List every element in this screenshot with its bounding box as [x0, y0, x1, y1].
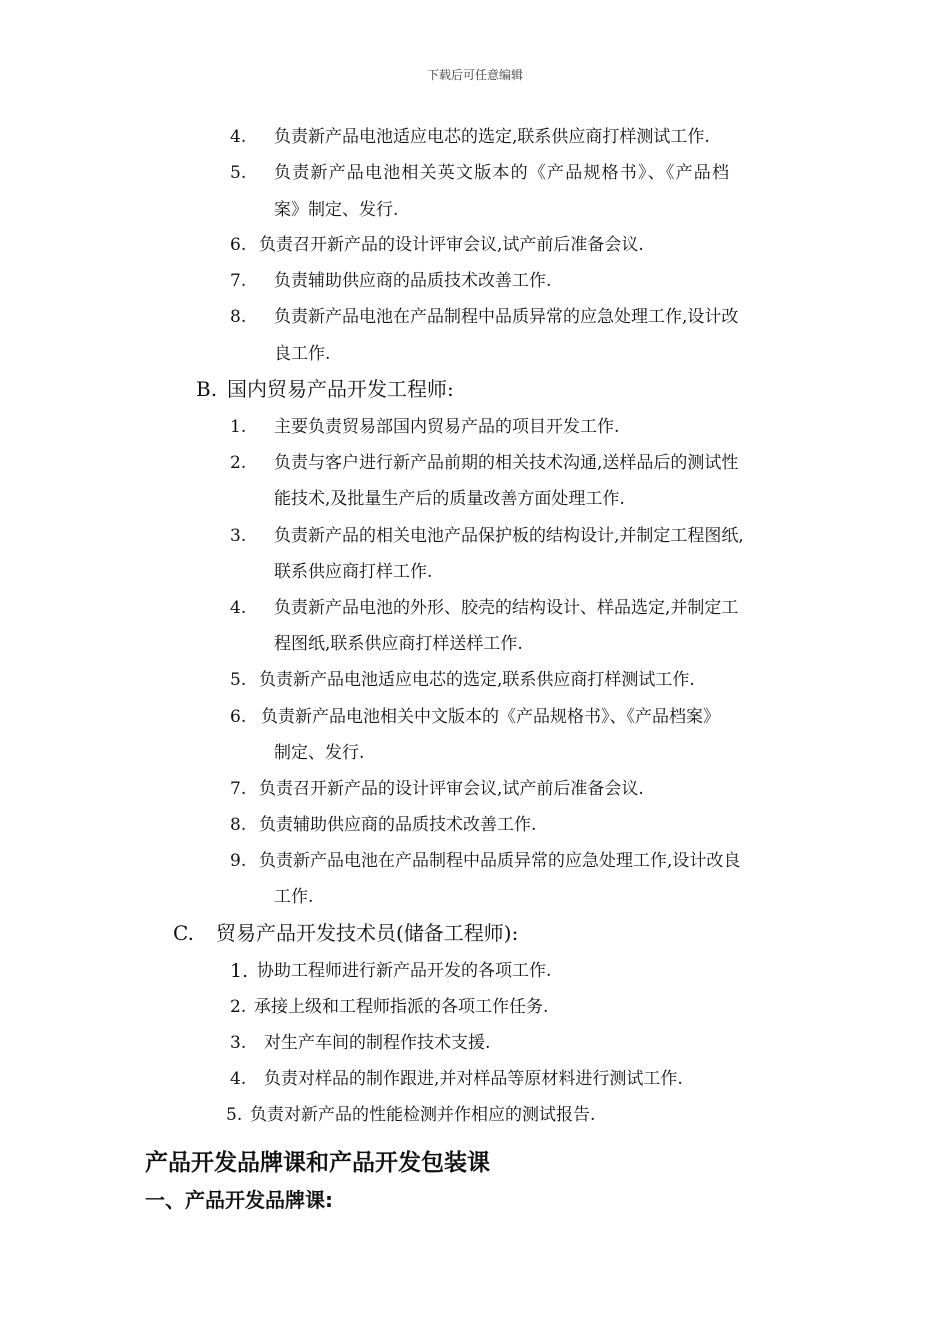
list-item-text: 负责新产品的相关电池产品保护板的结构设计,并制定工程图纸, [274, 526, 744, 546]
section-label: B. [196, 377, 218, 401]
list-number: 4. [230, 598, 247, 618]
list-item-text: 负责辅助供应商的品质技术改善工作. [259, 815, 537, 835]
list-item-text: 联系供应商打样工作. [274, 562, 433, 582]
list-number: 4. [230, 1069, 247, 1089]
list-number: 3. [230, 526, 247, 546]
list-item-text: 负责新产品电池相关英文版本的《产品规格书》、《产品档 [274, 163, 731, 183]
section-label: C. [173, 921, 194, 945]
list-number: 8. [230, 307, 247, 327]
list-number: 5. [230, 163, 247, 183]
heading-sub: 一、产品开发品牌课: [145, 1188, 333, 1212]
list-number: 4. [230, 127, 247, 147]
list-item-text: 负责辅助供应商的品质技术改善工作. [274, 271, 552, 291]
list-number: 8. [230, 815, 247, 835]
list-number: 9. [230, 851, 247, 871]
list-item-text: 对生产车间的制程作技术支援. [264, 1033, 491, 1053]
list-item-text: 负责与客户进行新产品前期的相关技术沟通,送样品后的测试性 [274, 453, 739, 473]
list-number: 2. [230, 453, 247, 473]
list-item-text: 负责新产品电池相关中文版本的《产品规格书》、《产品档案》 [261, 707, 720, 727]
section-title: 国内贸易产品开发工程师: [227, 377, 454, 401]
list-item-text: 负责对样品的制作跟进,并对样品等原材料进行测试工作. [264, 1069, 683, 1089]
list-item-text: 程图纸,联系供应商打样送样工作. [274, 634, 523, 654]
list-item-text: 案》制定、发行. [274, 200, 399, 220]
heading-main: 产品开发品牌课和产品开发包装课 [145, 1150, 490, 1176]
list-number: 3. [230, 1033, 247, 1053]
list-number: 6. [230, 707, 247, 727]
list-item-text: 良工作. [274, 344, 331, 364]
list-number: 5. [230, 670, 247, 690]
list-number: 6. [230, 235, 247, 255]
list-number: 1. [230, 417, 247, 437]
list-item-text: 负责新产品电池在产品制程中品质异常的应急处理工作,设计改良 [259, 851, 741, 871]
list-item-text: 负责新产品电池的外形、胶壳的结构设计、样品选定,并制定工 [274, 598, 739, 618]
page-header: 下载后可任意编辑 [426, 68, 523, 82]
list-item-text: 负责召开新产品的设计评审会议,试产前后准备会议. [259, 779, 644, 799]
list-item-text: 能技术,及批量生产后的质量改善方面处理工作. [274, 489, 625, 509]
list-item-text: 制定、发行. [274, 743, 365, 763]
list-item-text: 负责新产品电池适应电芯的选定,联系供应商打样测试工作. [274, 127, 710, 147]
list-number: 2. [230, 997, 247, 1017]
list-item-text: 负责新产品电池在产品制程中品质异常的应急处理工作,设计改 [274, 307, 739, 327]
section-title: 贸易产品开发技术员(储备工程师): [216, 921, 519, 945]
list-item-text: 负责新产品电池适应电芯的选定,联系供应商打样测试工作. [259, 670, 695, 690]
list-number: 7. [230, 271, 247, 291]
list-item-text: 主要负责贸易部国内贸易产品的项目开发工作. [274, 417, 620, 437]
list-number: 1. [230, 960, 249, 982]
list-item-text: 协助工程师进行新产品开发的各项工作. [257, 961, 552, 981]
list-item-text: 承接上级和工程师指派的各项工作任务. [254, 997, 549, 1017]
list-number: 5. [226, 1105, 243, 1125]
list-item-text: 负责召开新产品的设计评审会议,试产前后准备会议. [259, 235, 644, 255]
list-item-text: 负责对新产品的性能检测并作相应的测试报告. [250, 1105, 596, 1125]
list-item-text: 工作. [274, 887, 314, 907]
list-number: 7. [230, 779, 247, 799]
